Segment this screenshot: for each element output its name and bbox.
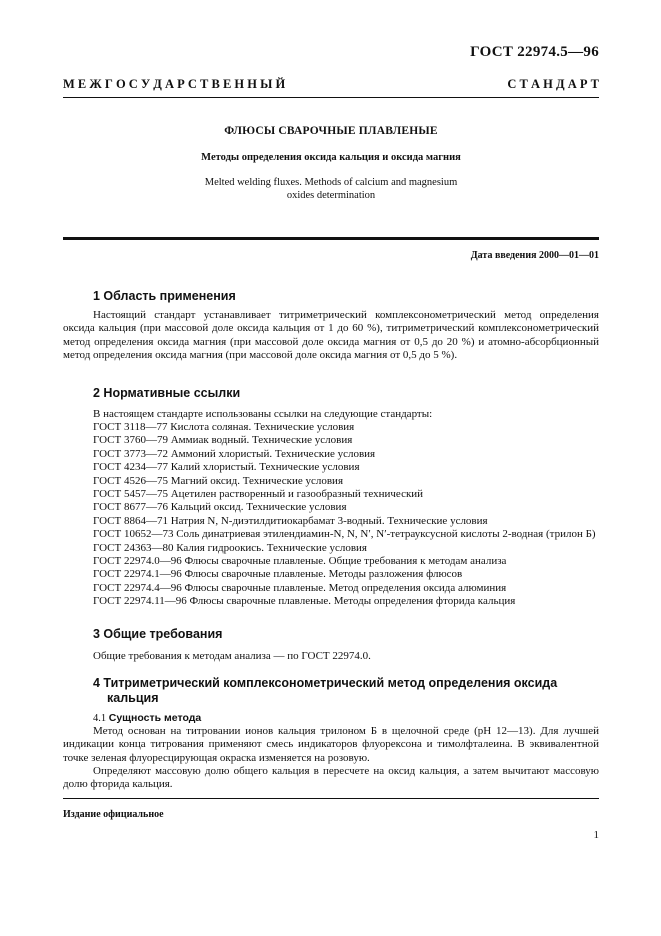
reference-item: ГОСТ 3118—77 Кислота соляная. Технические условия — [93, 421, 355, 433]
section-2-heading: 2 Нормативные ссылки — [93, 386, 241, 400]
subsection-4-1-heading — [93, 712, 201, 724]
document-subtitle: Методы определения оксида кальция и оксида магния — [201, 152, 461, 163]
reference-item: ГОСТ 5457—75 Ацетилен растворенный и газообразный технический — [93, 488, 424, 501]
section-4-1-paragraph-2 — [63, 765, 599, 792]
english-title — [63, 176, 599, 202]
references-list — [63, 421, 599, 609]
section-4-heading-line-2: кальция — [107, 691, 159, 705]
section-4-1-paragraph-2-text: Определяют массовую долю общего кальция в пересчете на оксид кальция, а затем вычитают массовую долю фторида кальция. — [63, 765, 599, 791]
reference-item: ГОСТ 4234—77 Калий хлористый. Технические условия — [93, 461, 360, 474]
reference-item: ГОСТ 22974.11—96 Флюсы сварочные плавленые. Методы определения фторида кальция — [93, 595, 516, 608]
section-4-1-paragraph-1 — [63, 725, 599, 765]
references-intro: В настоящем стандарте использованы ссылки на следующие стандарты: — [93, 408, 433, 420]
section-1-heading: 1 Область применения — [93, 289, 236, 303]
subsection-title: Сущность метода — [108, 712, 202, 724]
reference-item: ГОСТ 3760—79 Аммиак водный. Технические условия — [93, 434, 353, 447]
reference-item: ГОСТ 8864—71 Натрия N, N-диэтилдитиокарбамат 3-водный. Технические условия — [93, 514, 488, 527]
interstate-standard-banner — [63, 77, 599, 92]
section-4-heading-line-1: 4 Титриметрический комплексонометрический метод определения оксида — [93, 676, 558, 690]
banner-word-interstate: М Е Ж Г О С У Д А Р С Т В Е Н Н Ы Й — [63, 77, 286, 91]
reference-item: ГОСТ 24363—80 Калия гидроокись. Технические условия — [93, 541, 367, 554]
reference-item: ГОСТ 22974.1—96 Флюсы сварочные плавленые. Методы разложения флюсов — [93, 568, 463, 581]
section-4-1-paragraph-1-text: Метод основан на титровании ионов кальция трилоном Б в щелочной среде (рН 12—13). Для лучшей индикации конца титрования применяют смесь индикаторов флуорексона и тимолфталеина. В эквивалентной точке зеленая флуоресцирующая окраска изменяется на розовую. — [63, 725, 599, 764]
document-title: ФЛЮСЫ СВАРОЧНЫЕ ПЛАВЛЕНЫЕ — [224, 125, 438, 137]
subsection-number: 4.1 — [93, 713, 107, 724]
section-3-text — [63, 650, 599, 663]
section-3-heading: 3 Общие требования — [93, 627, 223, 641]
reference-item: ГОСТ 22974.4—96 Флюсы сварочные плавленые. Метод определения оксида алюминия — [93, 581, 507, 594]
edition-label: Издание официальное — [63, 809, 164, 820]
title-rule — [63, 237, 599, 240]
reference-item: ГОСТ 10652—73 Соль динатриевая этилендиамин-N, N, N′, N′-тетрауксусной кислоты 2-водная (трилон Б) — [93, 528, 596, 541]
section-3-text-content: Общие требования к методам анализа — по ГОСТ 22974.0. — [93, 650, 371, 662]
standard-number: ГОСТ 22974.5—96 — [470, 44, 599, 60]
reference-item: ГОСТ 8677—76 Кальций оксид. Технические условия — [93, 501, 347, 514]
intro-date: Дата введения 2000—01—01 — [470, 250, 599, 261]
section-4-heading — [93, 676, 557, 706]
reference-item: ГОСТ 4526—75 Магний оксид. Технические условия — [93, 474, 343, 487]
reference-item: ГОСТ 22974.0—96 Флюсы сварочные плавленые. Общие требования к методам анализа — [93, 555, 507, 568]
header-rule — [63, 97, 599, 98]
banner-word-standard: С Т А Н Д А Р Т — [507, 77, 599, 91]
english-title-line-1: Melted welding fluxes. Methods of calcium and magnesium — [204, 177, 458, 188]
english-title-line-2: oxides determination — [286, 190, 376, 201]
footer-rule — [63, 798, 599, 799]
section-1-text — [63, 309, 599, 363]
section-1-text-content: Настоящий стандарт устанавливает титриметрический комплексонометрический метод определения оксида кальция (при массовой доле оксида кальция от 1 до 60 %), титриметрический комплексонометрический метод определения оксида магния (при массовой доле оксида магния от 0,5 до 20 %) и атомно-абсорбционный метод определения оксида магния (при массовой доле оксида магния от 0,5 до 5 %). — [63, 309, 599, 362]
page-number: 1 — [593, 829, 599, 841]
reference-item: ГОСТ 3773—72 Аммоний хлористый. Технические условия — [93, 447, 376, 460]
